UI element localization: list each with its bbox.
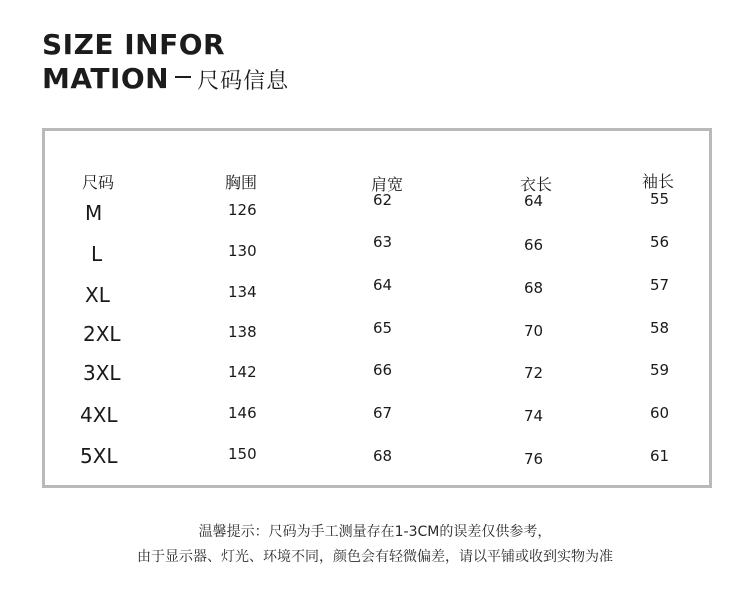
sleeve-value: 57 [650, 276, 670, 294]
sleeve-value: 61 [650, 447, 670, 465]
sleeve-value: 55 [650, 190, 670, 208]
chest-value: 134 [228, 283, 257, 301]
size-value: 3XL [83, 361, 121, 385]
shoulder-value: 66 [373, 361, 393, 379]
length-value: 72 [524, 364, 544, 382]
shoulder-value: 67 [373, 404, 393, 422]
sleeve-value: 58 [650, 319, 670, 337]
sleeve-value: 60 [650, 404, 670, 422]
heading-line-2 [42, 62, 289, 99]
chest-value: 150 [228, 445, 257, 463]
heading-line-2-text: MATION [42, 62, 170, 95]
size-value: M [85, 201, 103, 225]
header-size: 尺码 [82, 173, 115, 192]
chest-value: 142 [228, 363, 257, 381]
heading-line-1: SIZE INFOR [42, 28, 226, 61]
sleeve-value: 59 [650, 361, 670, 379]
chest-value: 138 [228, 323, 257, 341]
heading-dash [175, 76, 191, 78]
header-sleeve: 袖长 [642, 172, 675, 191]
length-value: 64 [524, 192, 544, 210]
shoulder-value: 68 [373, 447, 393, 465]
size-value: L [91, 242, 103, 266]
chest-value: 146 [228, 404, 257, 422]
note-line-2: 由于显示器、灯光、环境不同，颜色会有轻微偏差，请以平铺或收到实物为准 [137, 549, 613, 565]
length-value: 74 [524, 407, 544, 425]
section-heading [42, 28, 289, 99]
note-line-1: 温馨提示：尺码为手工测量存在1-3CM的误差仅供参考， [198, 524, 552, 540]
chest-value: 130 [228, 242, 257, 260]
size-value: 4XL [80, 403, 118, 427]
shoulder-value: 64 [373, 276, 393, 294]
header-length: 衣长 [520, 175, 553, 194]
length-value: 66 [524, 236, 544, 254]
sleeve-value: 56 [650, 233, 670, 251]
size-value: 2XL [83, 322, 121, 346]
heading-subtitle: 尺码信息 [197, 69, 290, 94]
length-value: 76 [524, 450, 544, 468]
shoulder-value: 62 [373, 191, 393, 209]
size-value: XL [85, 283, 110, 307]
length-value: 68 [524, 279, 544, 297]
size-table [42, 128, 712, 488]
header-chest: 胸围 [225, 173, 258, 192]
shoulder-value: 65 [373, 319, 393, 337]
header-shoulder: 肩宽 [371, 175, 404, 194]
length-value: 70 [524, 322, 544, 340]
shoulder-value: 63 [373, 233, 393, 251]
size-value: 5XL [80, 444, 118, 468]
chest-value: 126 [228, 201, 257, 219]
